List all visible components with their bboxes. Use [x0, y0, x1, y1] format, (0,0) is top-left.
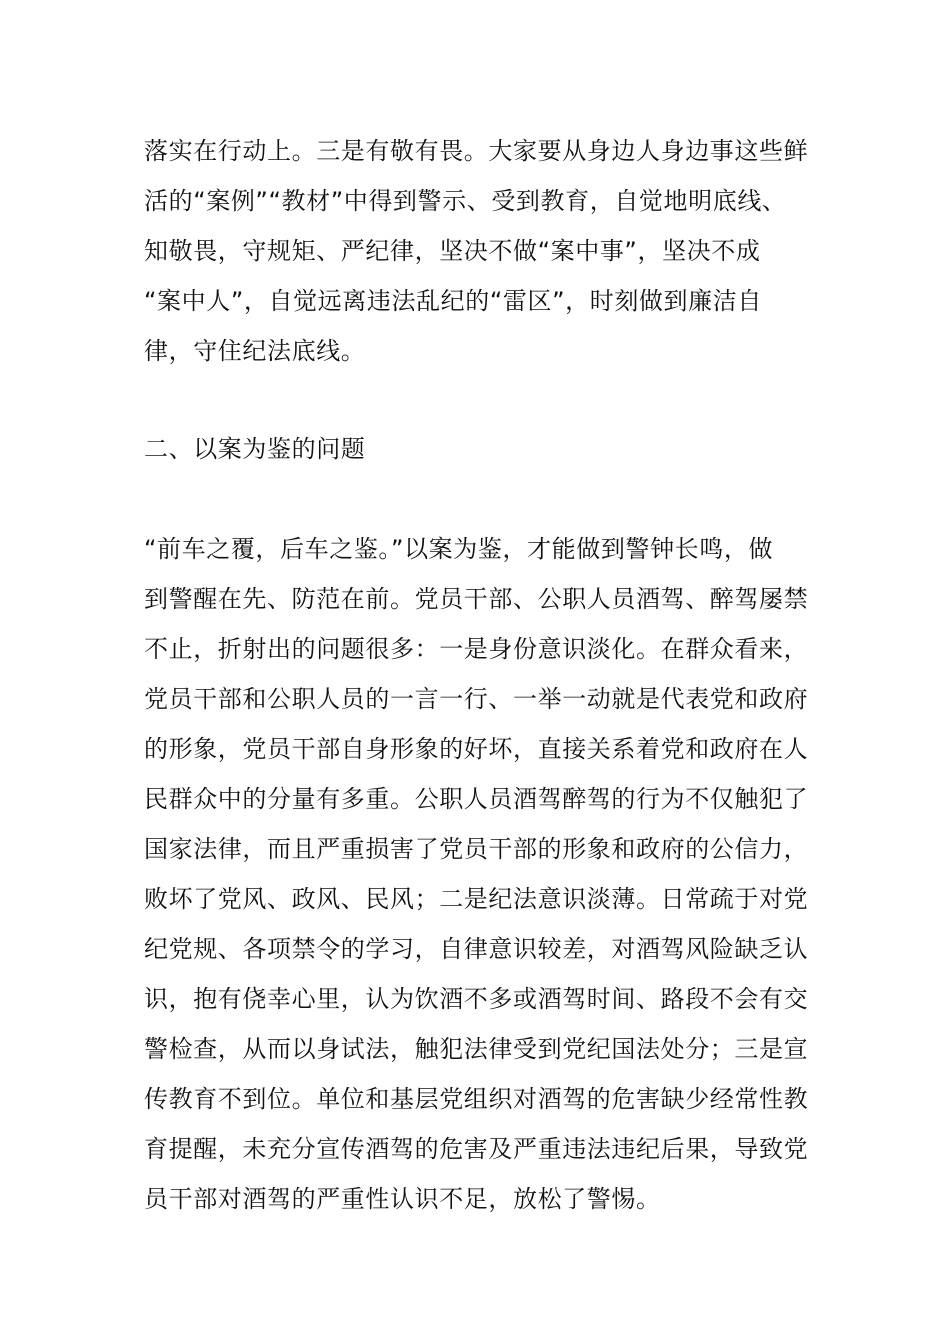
- paragraph-1-line-3: 知敬畏，守规矩、严纪律，坚决不做“案中事”，坚决不成: [144, 237, 761, 265]
- paragraph-3-line-1: “前车之覆，后车之鉴。”以案为鉴，才能做到警钟长鸣，做: [144, 535, 774, 563]
- paragraph-3-line-13: 育提醒，未充分宣传酒驾的危害及严重违法违纪后果，导致党: [144, 1135, 809, 1163]
- paragraph-3-line-3: 不止，折射出的问题很多：一是身份意识淡化。在群众看来，: [144, 635, 809, 663]
- paragraph-3-line-9: 纪党规、各项禁令的学习，自律意识较差，对酒驾风险缺乏认: [144, 935, 809, 963]
- paragraph-3-line-8: 败坏了党风、政风、民风；二是纪法意识淡薄。日常疏于对党: [144, 885, 809, 913]
- paragraph-3-line-6: 民群众中的分量有多重。公职人员酒驾醉驾的行为不仅触犯了: [144, 785, 809, 813]
- paragraph-3-line-2: 到警醒在先、防范在前。党员干部、公职人员酒驾、醉驾屡禁: [144, 585, 809, 613]
- paragraph-3-line-7: 国家法律，而且严重损害了党员干部的形象和政府的公信力，: [144, 835, 809, 863]
- paragraph-1-line-5: 律，守住纪法底线。: [144, 337, 366, 365]
- paragraph-1-line-1: 落实在行动上。三是有敬有畏。大家要从身边人身边事这些鲜: [144, 137, 809, 165]
- paragraph-1-line-2: 活的“案例”“教材”中得到警示、受到教育，自觉地明底线、: [144, 187, 787, 215]
- paragraph-3-line-12: 传教育不到位。单位和基层党组织对酒驾的危害缺少经常性教: [144, 1085, 809, 1113]
- paragraph-3-line-14: 员干部对酒驾的严重性认识不足，放松了警惕。: [144, 1185, 661, 1213]
- section-heading: 二、以案为鉴的问题: [144, 435, 366, 463]
- paragraph-3-line-4: 党员干部和公职人员的一言一行、一举一动就是代表党和政府: [144, 685, 809, 713]
- paragraph-1-line-4: “案中人”，自觉远离违法乱纪的“雷区”，时刻做到廉洁自: [144, 287, 762, 315]
- paragraph-3-line-5: 的形象，党员干部自身形象的好坏，直接关系着党和政府在人: [144, 735, 809, 763]
- paragraph-3-line-10: 识，抱有侥幸心里，认为饮酒不多或酒驾时间、路段不会有交: [144, 985, 809, 1013]
- paragraph-3-line-11: 警检查，从而以身试法，触犯法律受到党纪国法处分；三是宣: [144, 1035, 809, 1063]
